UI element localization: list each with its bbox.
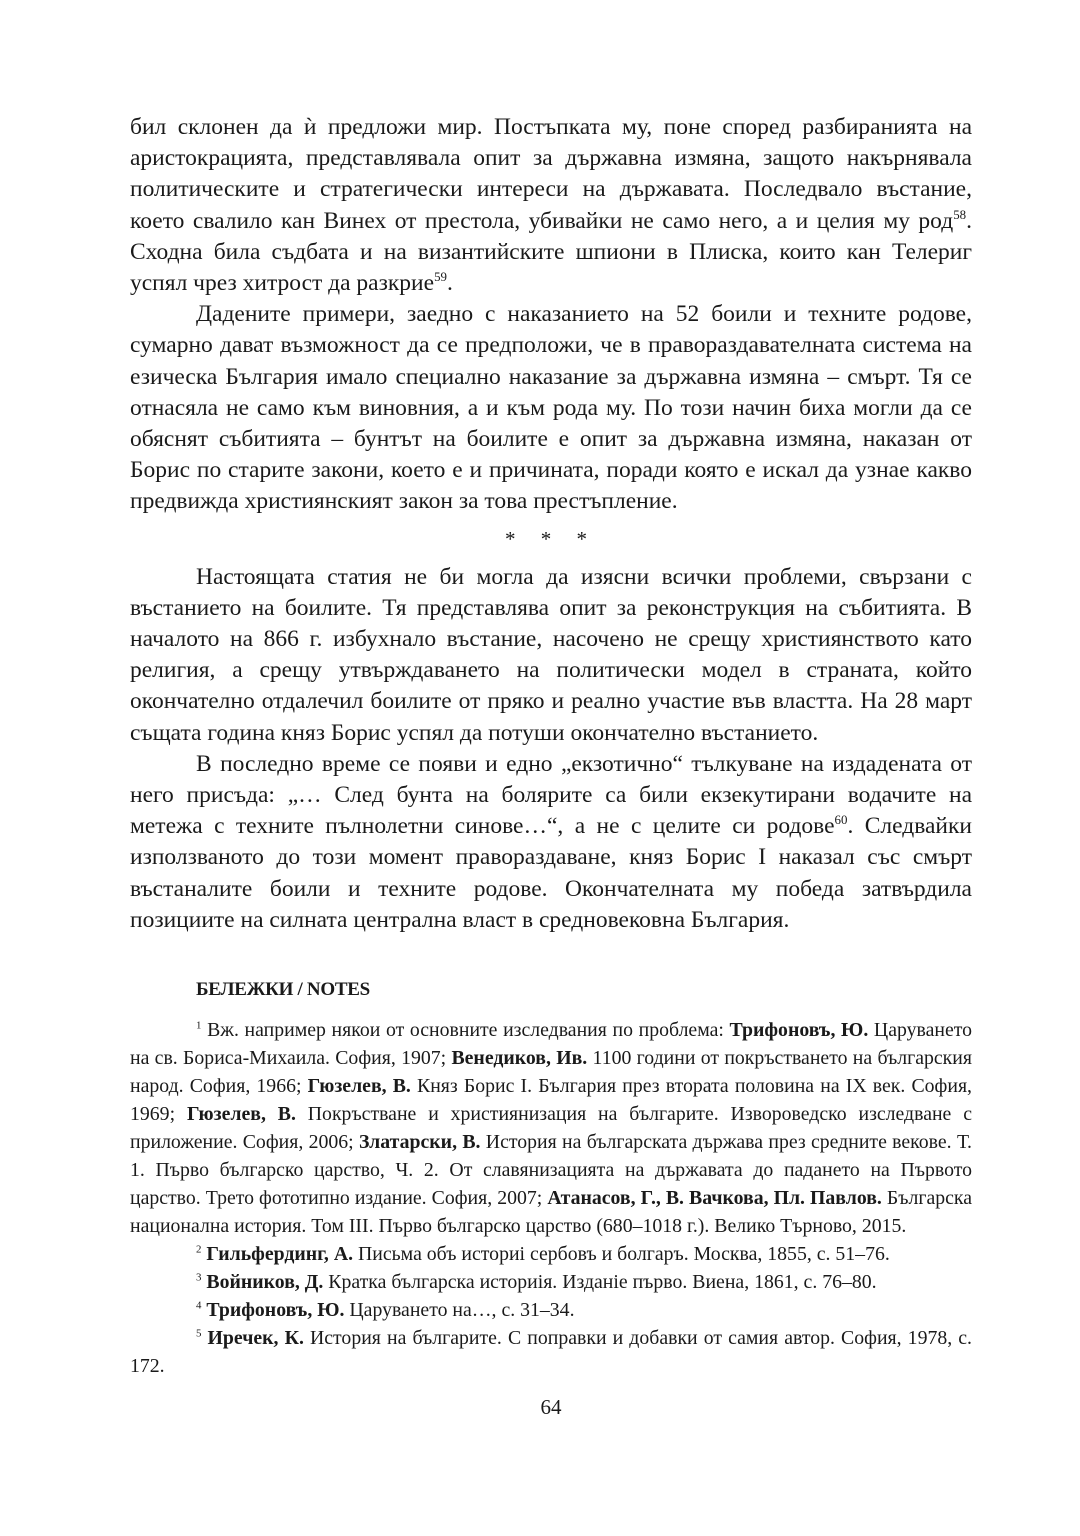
author-name: Трифоновъ, Ю. [206, 1299, 345, 1322]
body-paragraph-1-text-cont: . Сходна била съдбата и на византийските шпиони в Плиска, които кан Телериг успял чрез хитрост да разкрие [130, 207, 972, 297]
body-paragraph-3: Настоящата статия не би могла да изясни всички проблеми, свързани с въстанието на боилите. Тя представлява опит за реконструкция на събитията. В началото на 866 г. избухнало въстание, насочено не срещу християнството като религия, а срещу утвърждаването на политически модел в страната, който окончателно отдалечил боилите от пряко и реално участие във властта. На 28 март същата година княз Борис успял да потуши окончателно въстанието. [130, 563, 972, 746]
body-paragraph-4 [130, 749, 972, 936]
main-text [130, 112, 972, 936]
footnote-1: $^1$ Вж. например някои от основните изследвания по проблема: Трифоновъ, Ю. Царуването на св. Бориса-Михаила. София, 1907; Венедиков, Ив. 1100 години от покръстването на българския народ. София, 1966; Гюзелев, В. Княз Борис I. България през втората половина на IX век. София, 1969; Гюзелев, В. Покръстване и християнизация на българите. Извороведско изследване с приложение. София, 2006; Златарски, В. История на българската държава през средните векове. Т. 1. Първо българско царство, Ч. 2. От славянизацията на държавата до падането на Първото царство. Трето фототипно издание. София, 2007; Атанасов, Г., В. Вачкова, Пл. Павлов. Българска национална история. Том III. Първо българско царство (680–1018 г.). Велико Търново, 2015. [130, 1019, 973, 1238]
body-paragraph-1-end: . [446, 270, 453, 297]
footnote-ref-58: 58 [953, 206, 967, 222]
section-separator: * * * [505, 526, 597, 551]
footnote-number: 1 [196, 1019, 202, 1032]
footnote-number: 5 [196, 1327, 202, 1340]
author-name: Атанасов, Г., В. Вачкова, Пл. Павлов. [547, 1187, 882, 1210]
footnote-number: 3 [196, 1271, 202, 1284]
page-content [130, 112, 972, 1420]
footnote-ref-59: 59 [434, 269, 447, 285]
page-number: 64 [540, 1395, 562, 1420]
footnote-5: $^5$ Иречек, К. История на българите. С поправки и добавки от самия автор. София, 1978, с. 172. [130, 1327, 973, 1378]
author-name: Иречек, К. [207, 1327, 304, 1350]
body-paragraph-2: Дадените примери, заедно с наказанието на 52 боили и техните родове, сумарно дават възможност да се предположи, че в правораздавателната система на езическа България имало специално наказание за държавна измяна – смърт. Тя се отнасяла не само към виновния, а и към рода му. По този начин биха могли да се обяснят събитията – бунтът на боилите е опит за държавна измяна, наказан от Борис по старите закони, което е и причината, поради която е искал да узнае какво предвижда християнският закон за това престъпление. [130, 301, 972, 515]
footnote-2: $^2$ Гильфердинг, А. Письма объ историі сербовъ и болгаръ. Москва, 1855, с. 51–76. [196, 1243, 890, 1266]
author-name: Гильфердинг, А. [206, 1243, 354, 1266]
body-paragraph-1 [130, 112, 972, 299]
footnote-number: 4 [196, 1299, 202, 1312]
footnote-4: $^4$ Трифоновъ, Ю. Царуването на…, с. 31–34. [196, 1299, 575, 1322]
notes-section [130, 1016, 972, 1380]
author-name: Трифоновъ, Ю. [729, 1019, 869, 1042]
footnote-number: 2 [196, 1243, 202, 1256]
body-paragraph-4-end: . Следвайки използваното до този момент правораздаване, княз Борис I наказал със смърт въстаналите боили и техните родове. Окончателната му победа затвърдила позициите на силната централна власт в средновековна България. [130, 813, 972, 933]
author-name: Гюзелев, В. [186, 1103, 296, 1126]
footnote-3: $^3$ Войников, Д. Кратка българска историія. Изданіе първо. Виена, 1861, с. 76–80. [196, 1271, 877, 1294]
author-name: Златарски, В. [358, 1131, 481, 1154]
notes-heading: БЕЛЕЖКИ / NOTES [196, 979, 370, 1001]
body-paragraph-4-text: В последно време се появи и едно „екзотично“ тълкуване на издадената от него присъда: „… След бунта на болярите са били екзекутирани водачите на метежа с техните пълнолетни синове…“, а не с целите си родове [130, 750, 972, 840]
footnote-ref-60: 60 [834, 812, 848, 828]
body-paragraph-1-text: бил склонен да ѝ предложи мир. Постъпката му, поне според разбиранията на аристокрацията, представлявала опит за държавна измяна, защото накърнявала политическите и стратегически интереси на държавата. Последвало въстание, което свалило кан Винех от престола, убивайки не само него, а и целия му род [130, 114, 972, 234]
author-name: Гюзелев, В. [307, 1075, 411, 1098]
author-name: Венедиков, Ив. [451, 1047, 588, 1070]
author-name: Войников, Д. [206, 1271, 324, 1294]
